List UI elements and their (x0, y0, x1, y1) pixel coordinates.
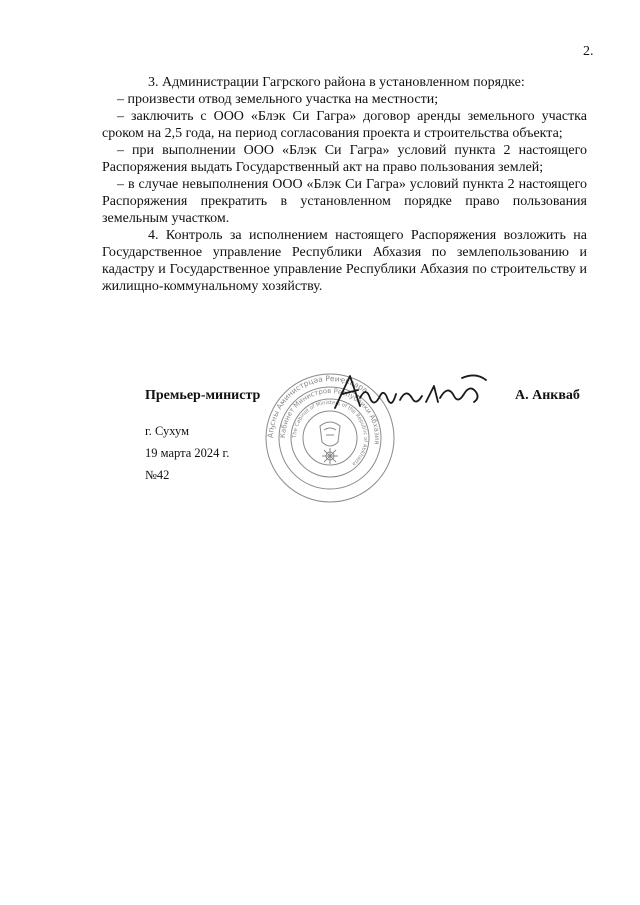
paragraph-3-item-3: – при выполнении ООО «Блэк Си Гагра» условий пункта 2 настоящего Распоряжения выдать Государственный акт на право пользования землей; (102, 143, 587, 175)
signatory-name: А. Анкваб (515, 388, 580, 403)
paragraph-3: 3. Администрации Гагрского района в установленном порядке: (148, 75, 525, 90)
signatory-title: Премьер-министр (145, 388, 261, 403)
document-body (102, 74, 587, 295)
seal-middle-text: Кабинет Министров Республики Абхазия (278, 386, 382, 445)
seal-inner-text: The Cabinet of Ministers of the Republic of Abkhazia (291, 399, 369, 467)
paragraph-3-item-4: – в случае невыполнения ООО «Блэк Си Гагра» условий пункта 2 настоящего Распоряжения прекратить в установленном порядке право пользования земельным участком. (102, 177, 587, 226)
page-number: 2. (583, 44, 594, 59)
paragraph-3-item-1: – произвести отвод земельного участка на местности; (117, 92, 439, 107)
seal-outer-text: Аҧсны Аминистрцәа Реиҿкаара (265, 373, 370, 439)
paragraph-4: 4. Контроль за исполнением настоящего Распоряжения возложить на Государственное управление Республики Абхазия по землепользованию и кадастру и Государственное управление Республики Абхазия по строительству и жилищно-коммунальному хозяйству. (102, 228, 587, 294)
paragraph-3-item-2: – заключить с ООО «Блэк Си Гагра» договор аренды земельного участка сроком на 2,5 года, на период согласования проекта и строительства объекта; (102, 109, 587, 141)
document-place: г. Сухум (145, 424, 190, 438)
handwritten-signature-icon (330, 368, 490, 418)
document-number: №42 (145, 468, 170, 482)
document-date: 19 марта 2024 г. (145, 446, 230, 460)
